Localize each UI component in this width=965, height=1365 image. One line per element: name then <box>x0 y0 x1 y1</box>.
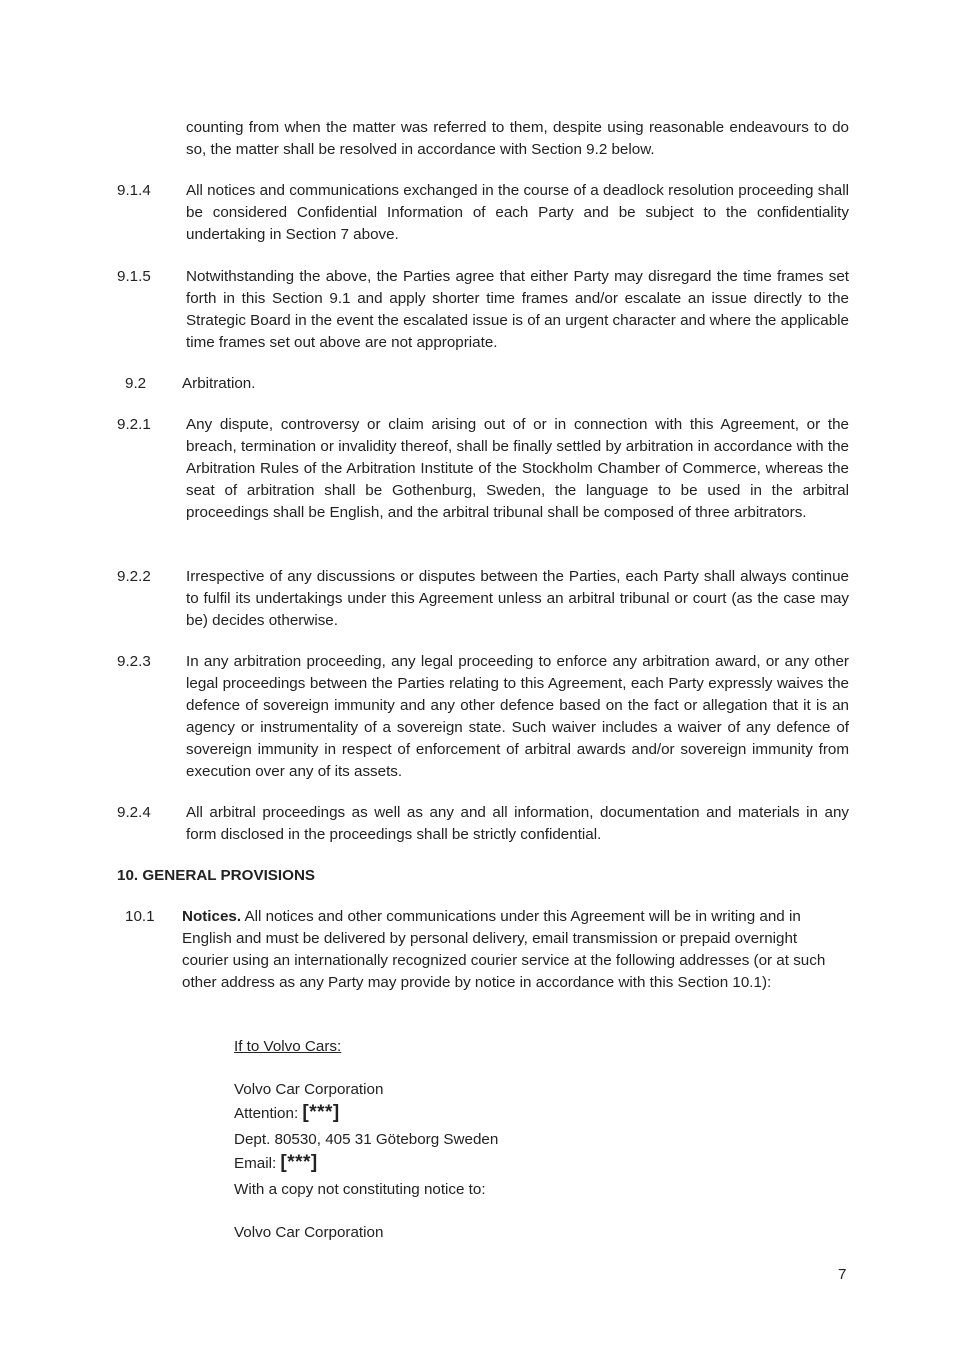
email-label: Email: <box>234 1155 281 1172</box>
clause-text: Any dispute, controversy or claim arising out of or in connection with this Agreement, or the breach, termination or invalidity thereof, shall be finally settled by arbitration in accordance with the Arbitration Rules of the Arbitration Institute of the Stockholm Chamber of Commerce, whereas the seat of arbitration shall be Gothenburg, Sweden, the language to be used in the arbitral proceedings shall be English, and the arbitral tribunal shall be composed of three arbitrators. <box>186 416 849 521</box>
section-title: Arbitration. <box>182 375 256 392</box>
attention-label: Attention: <box>234 1105 303 1122</box>
email-line <box>234 1152 318 1175</box>
clause-text: Notwithstanding the above, the Parties agree that either Party may disregard the time frames set forth in this Section 9.1 and apply shorter time frames and/or escalate an issue directly to the Strategic Board in the event the escalated issue is of an urgent character and where the applicable time frames set out above are not appropriate. <box>186 268 849 351</box>
company-name: Volvo Car Corporation <box>234 1081 384 1098</box>
notices-paragraph <box>182 906 842 994</box>
clause-text: All notices and communications exchanged in the course of a deadlock resolution proceeding shall be considered Confidential Information of each Party and be subject to the confidentiality undertaking in Section 7 above. <box>186 182 849 243</box>
address-heading: If to Volvo Cars: <box>234 1038 342 1055</box>
clause-number: 10.1 <box>125 908 155 925</box>
clause-text: All arbitral proceedings as well as any and all information, documentation and materials in any form disclosed in the proceedings shall be strictly confidential. <box>186 804 849 843</box>
clause-number: 9.1.4 <box>117 182 151 199</box>
address-line: Dept. 80530, 405 31 Göteborg Sweden <box>234 1131 499 1148</box>
redacted-email: [***] <box>280 1152 318 1173</box>
clause-number: 9.2.2 <box>117 568 151 585</box>
clause-number: 9.2.1 <box>117 416 151 433</box>
clause-number: 9.2.3 <box>117 653 151 670</box>
continuation-paragraph: counting from when the matter was referred to them, despite using reasonable endeavours to do so, the matter shall be resolved in accordance with Section 9.2 below. <box>186 119 849 158</box>
clause-number: 9.2.4 <box>117 804 151 821</box>
clause-text: Irrespective of any discussions or disputes between the Parties, each Party shall always continue to fulfil its undertakings under this Agreement unless an arbitral tribunal or court (as the case may be) decides otherwise. <box>186 568 849 629</box>
copy-note: With a copy not constituting notice to: <box>234 1181 486 1198</box>
redacted-attention: [***] <box>302 1102 340 1123</box>
notices-title: Notices. <box>182 908 242 925</box>
company-name-copy: Volvo Car Corporation <box>234 1224 384 1241</box>
attention-line <box>234 1102 340 1125</box>
section-number: 9.2 <box>125 375 147 392</box>
clause-number: 9.1.5 <box>117 268 151 285</box>
clause-text: In any arbitration proceeding, any legal proceeding to enforce any arbitration award, or any other legal proceedings between the Parties relating to this Agreement, each Party expressly waives the defence of sovereign immunity and any other defence based on the fact or allegation that it is an agency or instrumentality of a sovereign state. Such waiver includes a waiver of any defence of sovereign immunity in respect of enforcement of arbitral awards and/or sovereign immunity from execution over any of its assets. <box>186 653 849 780</box>
page-number: 7 <box>838 1266 847 1283</box>
notices-text: All notices and other communications under this Agreement will be in writing and in English and must be delivered by personal delivery, email transmission or prepaid overnight courier using an internationally recognized courier service at the following addresses (or at such other address as any Party may provide by notice in accordance with this Section 10.1): <box>182 908 826 991</box>
section-heading: 10. GENERAL PROVISIONS <box>117 867 316 884</box>
